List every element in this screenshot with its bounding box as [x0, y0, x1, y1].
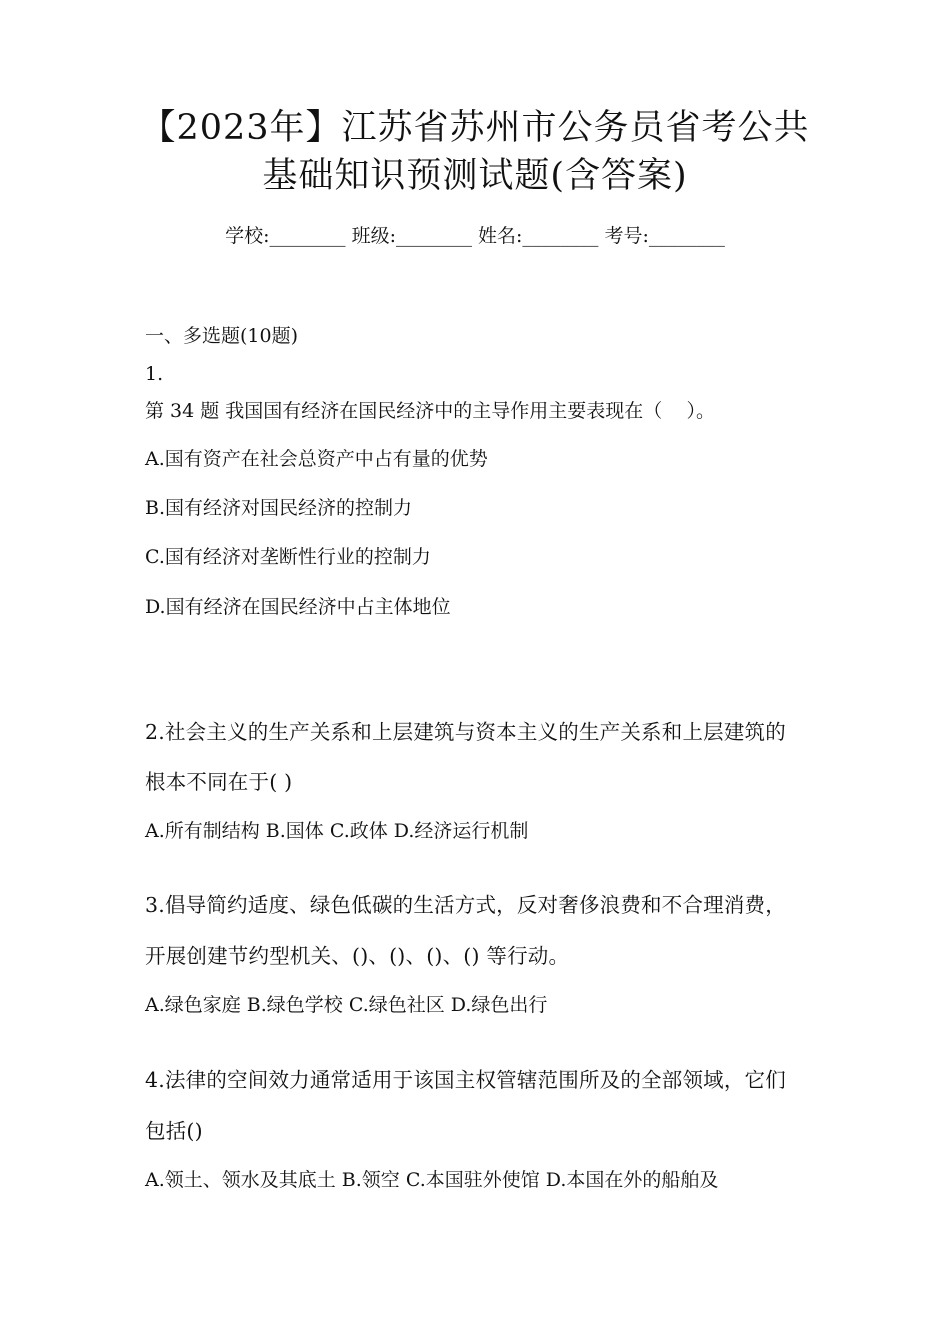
question-4-options: A.领土、领水及其底土 B.领空 C.本国驻外使馆 D.本国在外的船舶及 — [145, 1169, 719, 1191]
question-2-stem-line-1: 2.社会主义的生产关系和上层建筑与资本主义的生产关系和上层建筑的 — [145, 720, 786, 744]
question-4-stem-line-2: 包括() — [145, 1119, 203, 1143]
question-1-option-b: B.国有经济对国民经济的控制力 — [145, 497, 413, 519]
student-info-line: 学校:________ 班级:________ 姓名:________ 考号:________ — [225, 225, 725, 247]
question-1-stem: 第 34 题 我国国有经济在国民经济中的主导作用主要表现在（ ）。 — [145, 400, 715, 422]
document-title-line-1: 【2023年】江苏省苏州市公务员省考公共 — [140, 108, 810, 148]
question-1-number: 1. — [145, 363, 164, 385]
section-heading: 一、多选题(10题) — [145, 325, 299, 347]
question-3-stem-line-1: 3.倡导简约适度、绿色低碳的生活方式，反对奢侈浪费和不合理消费， — [145, 893, 786, 917]
question-1-option-a: A.国有资产在社会总资产中占有量的优势 — [145, 448, 488, 470]
question-4-stem-line-1: 4.法律的空间效力通常适用于该国主权管辖范围所及的全部领域，它们 — [145, 1068, 786, 1092]
question-1-option-d: D.国有经济在国民经济中占主体地位 — [145, 596, 451, 618]
document-title-line-2: 基础知识预测试题(含答案) — [262, 156, 688, 196]
question-2-options: A.所有制结构 B.国体 C.政体 D.经济运行机制 — [145, 820, 529, 842]
question-3-stem-line-2: 开展创建节约型机关、()、()、()、() 等行动。 — [145, 944, 570, 968]
question-2-stem-line-2: 根本不同在于( ) — [145, 770, 293, 794]
question-1-option-c: C.国有经济对垄断性行业的控制力 — [145, 546, 431, 568]
question-3-options: A.绿色家庭 B.绿色学校 C.绿色社区 D.绿色出行 — [145, 994, 548, 1016]
